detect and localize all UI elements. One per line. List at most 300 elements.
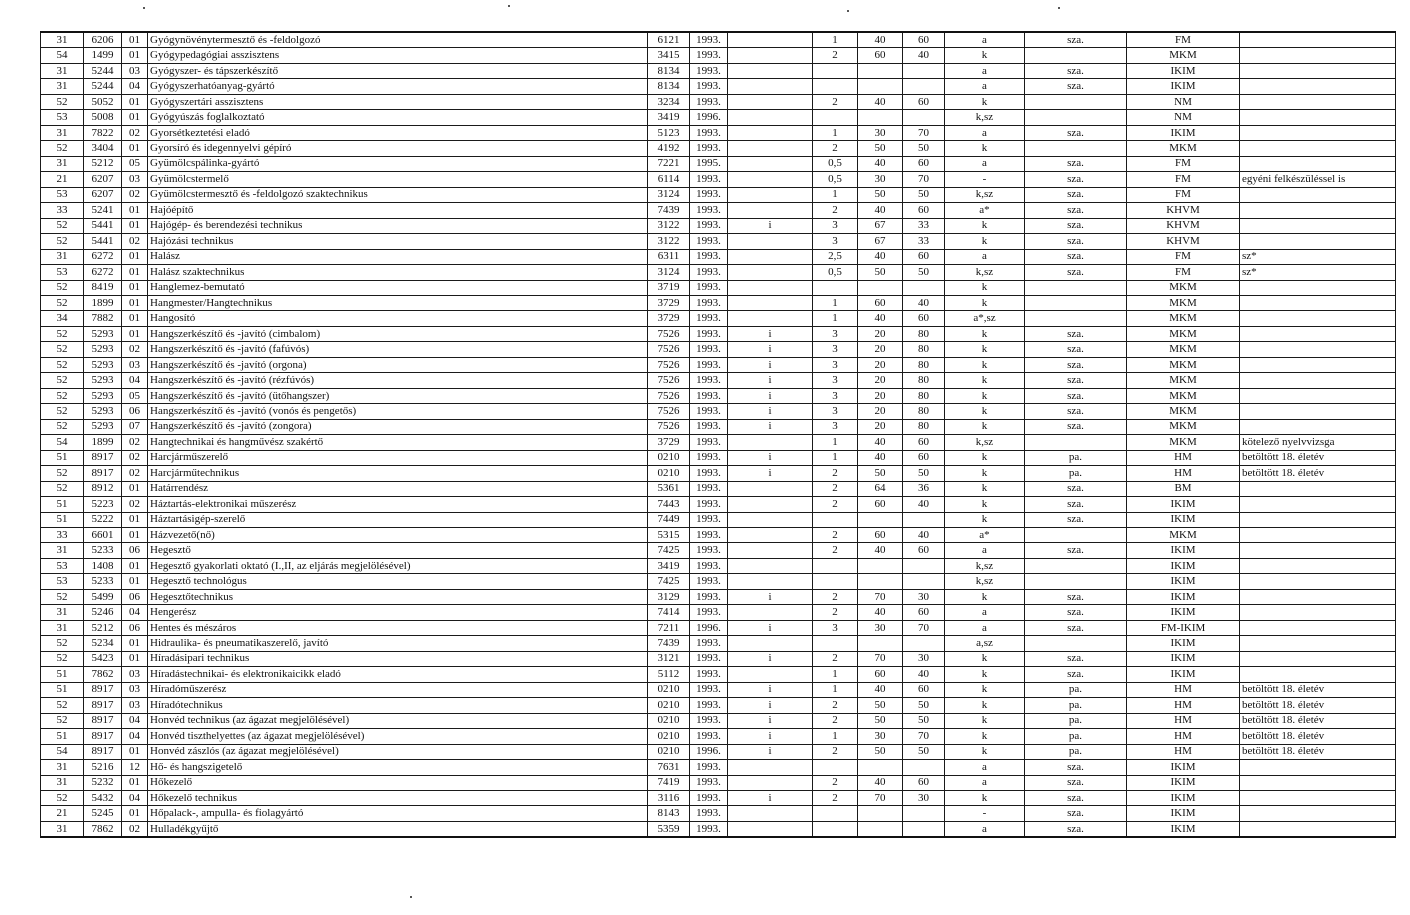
ministry-cell: IKIM xyxy=(1127,775,1240,790)
remark-cell xyxy=(1240,373,1396,388)
occupation-name-cell: Híradóműszerész xyxy=(148,682,648,697)
field-i-cell xyxy=(728,558,813,573)
sza-flag-cell: sza. xyxy=(1025,589,1127,604)
duration-cell: 1 xyxy=(813,667,858,682)
occupation-name-cell: Híradótechnikus xyxy=(148,698,648,713)
exam-type-cell: k,sz xyxy=(945,265,1025,280)
feor-code-cell: 0210 xyxy=(648,450,690,465)
year-cell: 1993. xyxy=(690,636,728,651)
code-seq-cell: 01 xyxy=(122,48,148,63)
occupation-name-cell: Házvezető(nő) xyxy=(148,528,648,543)
remark-cell xyxy=(1240,806,1396,821)
exam-type-cell: k xyxy=(945,450,1025,465)
code-level-cell: 31 xyxy=(41,32,84,48)
duration-cell: 3 xyxy=(813,357,858,372)
ministry-cell: KHVM xyxy=(1127,234,1240,249)
ministry-cell: IKIM xyxy=(1127,821,1240,837)
ministry-cell: MKM xyxy=(1127,280,1240,295)
sza-flag-cell xyxy=(1025,574,1127,589)
occupation-name-cell: Harcjárműszerelő xyxy=(148,450,648,465)
table-row xyxy=(41,806,1396,821)
code-group-cell: 5232 xyxy=(84,775,122,790)
code-level-cell: 33 xyxy=(41,528,84,543)
occupation-name-cell: Hegesztő gyakorlati oktató (I.,II, az eljárás megjelölésével) xyxy=(148,558,648,573)
ratio-b-cell: 60 xyxy=(903,435,945,450)
table-row xyxy=(41,605,1396,620)
sza-flag-cell: sza. xyxy=(1025,419,1127,434)
code-level-cell: 53 xyxy=(41,574,84,589)
ministry-cell: FM-IKIM xyxy=(1127,620,1240,635)
code-seq-cell: 01 xyxy=(122,280,148,295)
feor-code-cell: 5123 xyxy=(648,125,690,140)
exam-type-cell: k xyxy=(945,713,1025,728)
occupation-name-cell: Híradástechnikai- és elektronikaicikk eladó xyxy=(148,667,648,682)
occupation-register-table xyxy=(40,31,1396,838)
ministry-cell: FM xyxy=(1127,187,1240,202)
year-cell: 1993. xyxy=(690,497,728,512)
year-cell: 1993. xyxy=(690,63,728,78)
scan-speck xyxy=(1058,7,1060,9)
code-level-cell: 52 xyxy=(41,388,84,403)
exam-type-cell: a*,sz xyxy=(945,311,1025,326)
exam-type-cell: k xyxy=(945,234,1025,249)
feor-code-cell: 0210 xyxy=(648,466,690,481)
table-row xyxy=(41,94,1396,109)
ratio-b-cell xyxy=(903,110,945,125)
duration-cell: 2,5 xyxy=(813,249,858,264)
remark-cell: betöltött 18. életév xyxy=(1240,729,1396,744)
code-group-cell: 1499 xyxy=(84,48,122,63)
code-level-cell: 52 xyxy=(41,419,84,434)
code-group-cell: 5244 xyxy=(84,63,122,78)
table-row xyxy=(41,682,1396,697)
code-group-cell: 6207 xyxy=(84,187,122,202)
table-body xyxy=(41,32,1396,837)
duration-cell: 2 xyxy=(813,466,858,481)
ratio-a-cell xyxy=(858,806,903,821)
ratio-a-cell: 50 xyxy=(858,698,903,713)
ratio-b-cell: 40 xyxy=(903,48,945,63)
code-seq-cell: 02 xyxy=(122,234,148,249)
ministry-cell: MKM xyxy=(1127,435,1240,450)
duration-cell: 2 xyxy=(813,543,858,558)
code-seq-cell: 03 xyxy=(122,667,148,682)
ratio-b-cell: 40 xyxy=(903,528,945,543)
remark-cell: sz* xyxy=(1240,249,1396,264)
code-level-cell: 31 xyxy=(41,543,84,558)
table-row xyxy=(41,326,1396,341)
sza-flag-cell: sza. xyxy=(1025,32,1127,48)
occupation-name-cell: Hangszerkészítő és -javító (rézfúvós) xyxy=(148,373,648,388)
occupation-name-cell: Gyógyszerhatóanyag-gyártó xyxy=(148,79,648,94)
field-i-cell xyxy=(728,528,813,543)
year-cell: 1993. xyxy=(690,311,728,326)
table-row xyxy=(41,311,1396,326)
code-group-cell: 8917 xyxy=(84,713,122,728)
duration-cell: 0,5 xyxy=(813,265,858,280)
year-cell: 1996. xyxy=(690,744,728,759)
occupation-name-cell: Honvéd technikus (az ágazat megjelölésével) xyxy=(148,713,648,728)
exam-type-cell: a* xyxy=(945,203,1025,218)
ministry-cell: KHVM xyxy=(1127,203,1240,218)
year-cell: 1993. xyxy=(690,172,728,187)
ratio-a-cell: 40 xyxy=(858,605,903,620)
exam-type-cell: k,sz xyxy=(945,110,1025,125)
year-cell: 1995. xyxy=(690,156,728,171)
sza-flag-cell: sza. xyxy=(1025,790,1127,805)
ratio-a-cell: 60 xyxy=(858,528,903,543)
remark-cell xyxy=(1240,574,1396,589)
duration-cell: 3 xyxy=(813,342,858,357)
table-row xyxy=(41,48,1396,63)
ratio-b-cell: 80 xyxy=(903,342,945,357)
table-row xyxy=(41,373,1396,388)
year-cell: 1993. xyxy=(690,512,728,527)
exam-type-cell: a,sz xyxy=(945,636,1025,651)
table-row xyxy=(41,295,1396,310)
year-cell: 1993. xyxy=(690,729,728,744)
sza-flag-cell: sza. xyxy=(1025,172,1127,187)
duration-cell: 2 xyxy=(813,651,858,666)
field-i-cell xyxy=(728,435,813,450)
sza-flag-cell: pa. xyxy=(1025,729,1127,744)
field-i-cell xyxy=(728,806,813,821)
exam-type-cell: k xyxy=(945,497,1025,512)
code-level-cell: 31 xyxy=(41,760,84,775)
code-seq-cell: 01 xyxy=(122,311,148,326)
remark-cell: betöltött 18. életév xyxy=(1240,466,1396,481)
remark-cell xyxy=(1240,280,1396,295)
duration-cell: 2 xyxy=(813,203,858,218)
year-cell: 1993. xyxy=(690,141,728,156)
ratio-a-cell xyxy=(858,574,903,589)
exam-type-cell: k xyxy=(945,280,1025,295)
ministry-cell: IKIM xyxy=(1127,636,1240,651)
table-row xyxy=(41,218,1396,233)
field-i-cell xyxy=(728,94,813,109)
scan-speck xyxy=(508,5,510,7)
table-row xyxy=(41,125,1396,140)
occupation-name-cell: Hőkezelő xyxy=(148,775,648,790)
code-level-cell: 54 xyxy=(41,744,84,759)
code-seq-cell: 01 xyxy=(122,651,148,666)
year-cell: 1993. xyxy=(690,450,728,465)
code-level-cell: 52 xyxy=(41,94,84,109)
ratio-b-cell: 80 xyxy=(903,357,945,372)
ratio-b-cell: 60 xyxy=(903,94,945,109)
table-row xyxy=(41,651,1396,666)
code-seq-cell: 02 xyxy=(122,342,148,357)
remark-cell xyxy=(1240,32,1396,48)
year-cell: 1993. xyxy=(690,48,728,63)
code-group-cell: 5008 xyxy=(84,110,122,125)
duration-cell: 3 xyxy=(813,218,858,233)
ratio-a-cell: 64 xyxy=(858,481,903,496)
code-seq-cell: 01 xyxy=(122,265,148,280)
ministry-cell: HM xyxy=(1127,729,1240,744)
exam-type-cell: k xyxy=(945,698,1025,713)
field-i-cell: i xyxy=(728,326,813,341)
code-seq-cell: 02 xyxy=(122,187,148,202)
code-seq-cell: 01 xyxy=(122,528,148,543)
code-seq-cell: 06 xyxy=(122,589,148,604)
ministry-cell: MKM xyxy=(1127,357,1240,372)
exam-type-cell: a xyxy=(945,821,1025,837)
sza-flag-cell: sza. xyxy=(1025,63,1127,78)
year-cell: 1993. xyxy=(690,713,728,728)
code-level-cell: 52 xyxy=(41,713,84,728)
exam-type-cell: k xyxy=(945,295,1025,310)
year-cell: 1993. xyxy=(690,234,728,249)
exam-type-cell: k xyxy=(945,682,1025,697)
occupation-name-cell: Hegesztőtechnikus xyxy=(148,589,648,604)
field-i-cell: i xyxy=(728,713,813,728)
code-group-cell: 7882 xyxy=(84,311,122,326)
feor-code-cell: 3419 xyxy=(648,558,690,573)
exam-type-cell: k xyxy=(945,141,1025,156)
exam-type-cell: a xyxy=(945,605,1025,620)
ministry-cell: IKIM xyxy=(1127,497,1240,512)
code-level-cell: 53 xyxy=(41,265,84,280)
feor-code-cell: 3121 xyxy=(648,651,690,666)
field-i-cell xyxy=(728,141,813,156)
field-i-cell xyxy=(728,280,813,295)
duration-cell xyxy=(813,558,858,573)
duration-cell: 2 xyxy=(813,713,858,728)
ratio-a-cell: 40 xyxy=(858,32,903,48)
code-group-cell: 5293 xyxy=(84,373,122,388)
duration-cell: 1 xyxy=(813,295,858,310)
occupation-name-cell: Hajóépítő xyxy=(148,203,648,218)
exam-type-cell: k xyxy=(945,388,1025,403)
ratio-a-cell: 60 xyxy=(858,497,903,512)
table-row xyxy=(41,775,1396,790)
code-level-cell: 31 xyxy=(41,125,84,140)
ministry-cell: IKIM xyxy=(1127,667,1240,682)
code-level-cell: 52 xyxy=(41,636,84,651)
occupation-name-cell: Gyógyszer- és tápszerkészítő xyxy=(148,63,648,78)
ministry-cell: MKM xyxy=(1127,373,1240,388)
remark-cell xyxy=(1240,326,1396,341)
exam-type-cell: k,sz xyxy=(945,574,1025,589)
field-i-cell: i xyxy=(728,729,813,744)
year-cell: 1993. xyxy=(690,651,728,666)
table-row xyxy=(41,249,1396,264)
sza-flag-cell: sza. xyxy=(1025,388,1127,403)
remark-cell xyxy=(1240,589,1396,604)
code-seq-cell: 02 xyxy=(122,450,148,465)
field-i-cell xyxy=(728,63,813,78)
table-row xyxy=(41,744,1396,759)
code-group-cell: 5293 xyxy=(84,404,122,419)
code-group-cell: 5246 xyxy=(84,605,122,620)
code-group-cell: 7822 xyxy=(84,125,122,140)
year-cell: 1996. xyxy=(690,110,728,125)
ministry-cell: HM xyxy=(1127,698,1240,713)
duration-cell: 3 xyxy=(813,326,858,341)
year-cell: 1993. xyxy=(690,203,728,218)
sza-flag-cell: sza. xyxy=(1025,605,1127,620)
sza-flag-cell: sza. xyxy=(1025,218,1127,233)
code-seq-cell: 01 xyxy=(122,636,148,651)
code-level-cell: 52 xyxy=(41,295,84,310)
ministry-cell: MKM xyxy=(1127,342,1240,357)
ratio-b-cell xyxy=(903,280,945,295)
table-row xyxy=(41,450,1396,465)
ratio-b-cell: 40 xyxy=(903,295,945,310)
ratio-a-cell: 67 xyxy=(858,234,903,249)
code-level-cell: 54 xyxy=(41,48,84,63)
ratio-b-cell: 36 xyxy=(903,481,945,496)
feor-code-cell: 5315 xyxy=(648,528,690,543)
ratio-b-cell: 50 xyxy=(903,466,945,481)
remark-cell xyxy=(1240,821,1396,837)
remark-cell xyxy=(1240,187,1396,202)
code-group-cell: 5441 xyxy=(84,218,122,233)
occupation-name-cell: Honvéd zászlós (az ágazat megjelölésével) xyxy=(148,744,648,759)
occupation-name-cell: Hangtechnikai és hangművész szakértő xyxy=(148,435,648,450)
sza-flag-cell: pa. xyxy=(1025,682,1127,697)
remark-cell: egyéni felkészüléssel is xyxy=(1240,172,1396,187)
code-level-cell: 52 xyxy=(41,357,84,372)
feor-code-cell: 5112 xyxy=(648,667,690,682)
exam-type-cell: - xyxy=(945,172,1025,187)
ratio-a-cell xyxy=(858,558,903,573)
duration-cell: 2 xyxy=(813,744,858,759)
field-i-cell xyxy=(728,574,813,589)
table-row xyxy=(41,713,1396,728)
year-cell: 1993. xyxy=(690,125,728,140)
table-row xyxy=(41,265,1396,280)
feor-code-cell: 3124 xyxy=(648,187,690,202)
code-level-cell: 31 xyxy=(41,249,84,264)
ratio-a-cell: 40 xyxy=(858,435,903,450)
exam-type-cell: - xyxy=(945,806,1025,821)
duration-cell: 1 xyxy=(813,125,858,140)
ratio-a-cell: 50 xyxy=(858,141,903,156)
field-i-cell xyxy=(728,821,813,837)
remark-cell xyxy=(1240,419,1396,434)
ministry-cell: MKM xyxy=(1127,141,1240,156)
ministry-cell: MKM xyxy=(1127,295,1240,310)
ratio-a-cell: 60 xyxy=(858,48,903,63)
ratio-a-cell: 50 xyxy=(858,744,903,759)
code-group-cell: 6206 xyxy=(84,32,122,48)
field-i-cell: i xyxy=(728,218,813,233)
code-seq-cell: 12 xyxy=(122,760,148,775)
ratio-b-cell: 70 xyxy=(903,729,945,744)
ministry-cell: HM xyxy=(1127,450,1240,465)
exam-type-cell: k,sz xyxy=(945,187,1025,202)
feor-code-cell: 3122 xyxy=(648,218,690,233)
code-seq-cell: 01 xyxy=(122,558,148,573)
ratio-b-cell: 80 xyxy=(903,388,945,403)
ratio-b-cell: 30 xyxy=(903,790,945,805)
duration-cell xyxy=(813,110,858,125)
table-row xyxy=(41,63,1396,78)
sza-flag-cell xyxy=(1025,311,1127,326)
ratio-a-cell xyxy=(858,760,903,775)
year-cell: 1993. xyxy=(690,32,728,48)
occupation-name-cell: Gyorsíró és idegennyelvi gépíró xyxy=(148,141,648,156)
feor-code-cell: 7449 xyxy=(648,512,690,527)
code-group-cell: 5052 xyxy=(84,94,122,109)
sza-flag-cell xyxy=(1025,528,1127,543)
occupation-name-cell: Honvéd tiszthelyettes (az ágazat megjelölésével) xyxy=(148,729,648,744)
year-cell: 1993. xyxy=(690,435,728,450)
field-i-cell xyxy=(728,775,813,790)
occupation-name-cell: Hőkezelő technikus xyxy=(148,790,648,805)
code-seq-cell: 03 xyxy=(122,172,148,187)
year-cell: 1993. xyxy=(690,528,728,543)
code-level-cell: 52 xyxy=(41,466,84,481)
sza-flag-cell: sza. xyxy=(1025,760,1127,775)
occupation-name-cell: Háztartásigép-szerelő xyxy=(148,512,648,527)
feor-code-cell: 3419 xyxy=(648,110,690,125)
sza-flag-cell: pa. xyxy=(1025,698,1127,713)
exam-type-cell: a* xyxy=(945,528,1025,543)
ministry-cell: FM xyxy=(1127,265,1240,280)
year-cell: 1993. xyxy=(690,280,728,295)
ministry-cell: IKIM xyxy=(1127,63,1240,78)
ratio-b-cell xyxy=(903,574,945,589)
duration-cell: 0,5 xyxy=(813,156,858,171)
code-group-cell: 5293 xyxy=(84,326,122,341)
field-i-cell: i xyxy=(728,790,813,805)
ratio-b-cell xyxy=(903,79,945,94)
ministry-cell: FM xyxy=(1127,32,1240,48)
ratio-b-cell: 60 xyxy=(903,311,945,326)
exam-type-cell: a xyxy=(945,775,1025,790)
remark-cell xyxy=(1240,775,1396,790)
ministry-cell: NM xyxy=(1127,94,1240,109)
remark-cell xyxy=(1240,110,1396,125)
code-level-cell: 52 xyxy=(41,698,84,713)
table-row xyxy=(41,187,1396,202)
field-i-cell xyxy=(728,760,813,775)
field-i-cell: i xyxy=(728,342,813,357)
ratio-b-cell: 80 xyxy=(903,419,945,434)
feor-code-cell: 3729 xyxy=(648,295,690,310)
year-cell: 1993. xyxy=(690,265,728,280)
occupation-name-cell: Hangszerkészítő és -javító (fafúvós) xyxy=(148,342,648,357)
ministry-cell: HM xyxy=(1127,744,1240,759)
code-group-cell: 7862 xyxy=(84,667,122,682)
field-i-cell xyxy=(728,295,813,310)
occupation-name-cell: Hanglemez-bemutató xyxy=(148,280,648,295)
code-group-cell: 1899 xyxy=(84,295,122,310)
feor-code-cell: 0210 xyxy=(648,698,690,713)
year-cell: 1993. xyxy=(690,481,728,496)
table-row xyxy=(41,636,1396,651)
exam-type-cell: a xyxy=(945,125,1025,140)
code-level-cell: 33 xyxy=(41,203,84,218)
exam-type-cell: k xyxy=(945,357,1025,372)
sza-flag-cell: sza. xyxy=(1025,249,1127,264)
duration-cell: 2 xyxy=(813,589,858,604)
ratio-b-cell: 70 xyxy=(903,172,945,187)
occupation-name-cell: Gyorsétkeztetési eladó xyxy=(148,125,648,140)
table-row xyxy=(41,790,1396,805)
table-row xyxy=(41,512,1396,527)
ratio-b-cell: 80 xyxy=(903,404,945,419)
code-seq-cell: 04 xyxy=(122,729,148,744)
occupation-name-cell: Hajógép- és berendezési technikus xyxy=(148,218,648,233)
field-i-cell: i xyxy=(728,698,813,713)
ratio-a-cell: 50 xyxy=(858,466,903,481)
code-level-cell: 52 xyxy=(41,790,84,805)
ratio-b-cell: 33 xyxy=(903,218,945,233)
